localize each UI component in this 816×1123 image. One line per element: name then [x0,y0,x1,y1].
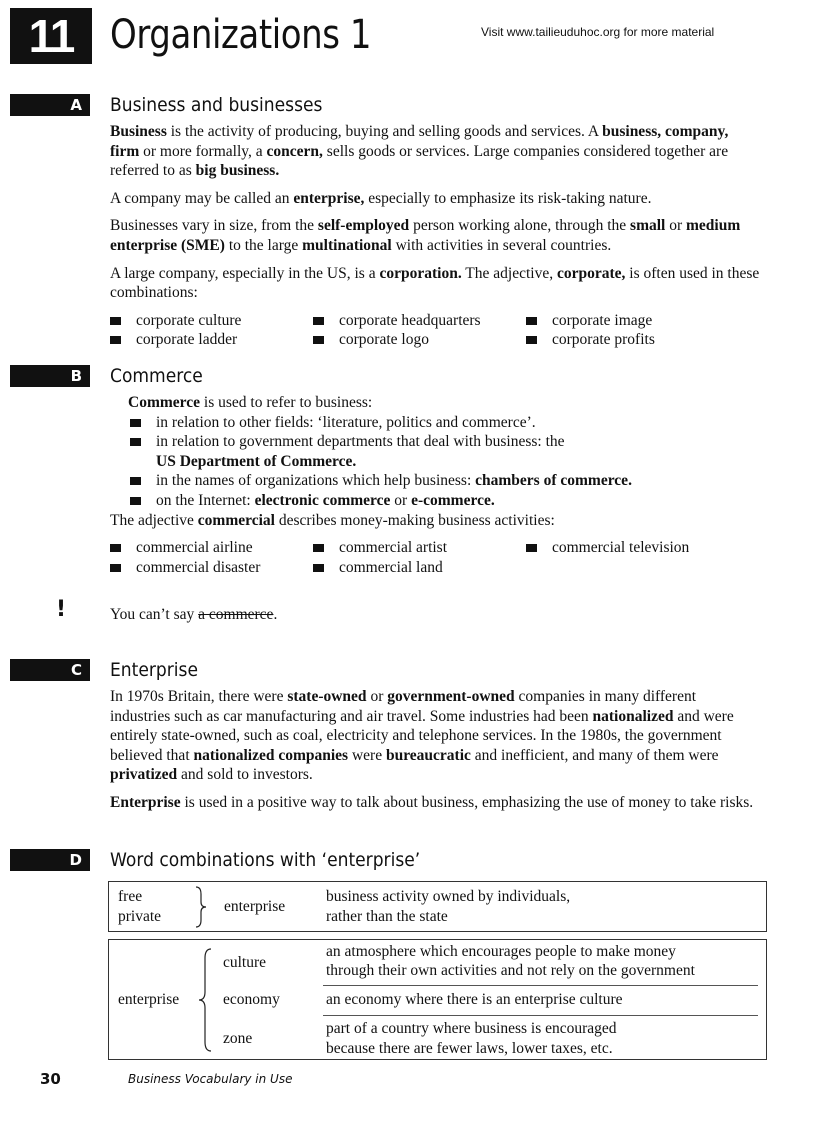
text: describes money-making business activities: [274,511,555,529]
paragraph [110,189,760,209]
list-item: commercial television [526,538,726,558]
page-footer [0,1070,816,1123]
section-d [0,849,816,1070]
paragraph-text [128,394,372,411]
section-body [110,118,760,350]
key-term: government-owned [387,688,515,705]
key-term: Business [110,123,167,140]
section-body [110,389,760,577]
list-item [110,491,760,511]
note-body [110,605,760,625]
paragraph-text [156,492,495,509]
text: person working alone, through the [409,217,631,235]
note-text: You can’t say [110,606,199,623]
text: companies in many different industries such as car manufacturing and air travel. Some industries had been [110,688,697,725]
page-number: 30 [40,1070,61,1088]
list-item: commercial land [313,558,526,578]
brace-icon [195,886,207,928]
section-a [0,94,816,365]
text: is used to refer to business: [200,394,373,411]
list-item [110,432,760,452]
text: is used in a positive way to talk about business, emphasizing the use of money to take risks. [180,793,754,811]
key-term: concern, [266,142,323,160]
term-list [110,538,760,577]
page-title: Organizations 1 [110,12,372,58]
paragraph [110,264,760,303]
key-term: enterprise, [293,189,365,207]
definition: rather than the state [326,908,448,925]
note [0,597,816,659]
text: or [366,688,388,705]
text: were [348,746,386,764]
text: The adjective, [461,264,557,282]
paragraph [110,122,760,181]
list-item: corporate profits [526,330,726,350]
paragraph [110,216,760,255]
text: sells goods or services. Large companies considered together are referred to as [110,142,729,180]
struck-text: a commerce [198,606,274,623]
section-marker: A [10,94,90,116]
key-term: corporate, [556,264,626,282]
head-word: enterprise [224,898,286,915]
definition: an economy where there is an enterprise culture [326,991,623,1008]
warning-mark: ! [56,597,67,622]
list-item: commercial artist [313,538,526,558]
head-word: enterprise [118,991,180,1008]
section-marker: B [10,365,90,387]
key-term: medium enterprise (SME) [110,217,741,254]
paragraph-text [110,190,651,207]
section-marker: C [10,659,90,681]
key-term: nationalized companies [193,746,349,764]
definition: an atmosphere which encourages people to make money [326,943,676,960]
term-list [110,311,760,350]
text: or [665,217,687,235]
text: and inefficient, and many of them were [470,746,719,764]
unit-number: 11 [10,8,92,64]
text: and were entirely state-owned, such as coal, electricity and telephone services. In the 1980s, the government believed that [110,707,734,764]
paragraph-text [156,453,356,470]
definition: because there are fewer laws, lower taxes, etc. [326,1040,613,1057]
key-term: state-owned [287,688,367,705]
definition: business activity owned by individuals, [326,888,571,905]
paragraph-text [110,688,734,783]
paragraph-text [156,472,632,489]
section-c [0,659,816,849]
definition: part of a country where business is encouraged [326,1020,617,1037]
key-term: Enterprise [110,793,181,811]
section-heading: Enterprise [110,659,198,681]
text: or more formally, a [139,142,267,160]
list-item [110,471,760,491]
text: in the names of organizations which help business: [156,472,476,490]
word-economy: economy [223,991,280,1008]
text: is often used in these combinations: [110,264,760,302]
list-item: corporate image [526,311,726,331]
key-term: commercial [197,511,275,529]
key-term: small [630,217,666,235]
text: and sold to investors. [177,766,313,784]
text: in relation to other fields: ‘literature, politics and commerce’. [156,413,536,431]
key-term: electronic commerce [254,491,391,509]
page-header [0,0,816,94]
paragraph [110,511,760,531]
book-title: Business Vocabulary in Use [128,1072,293,1086]
paragraph [110,793,760,813]
text: The adjective [110,511,198,529]
text: A large company, especially in the US, is a [110,264,380,282]
list-item: corporate culture [110,311,313,331]
paragraph-text [110,794,753,811]
key-term: Commerce [128,394,201,411]
section-marker: D [10,849,90,871]
section-heading: Word combinations with ‘enterprise’ [110,849,421,871]
key-term: bureaucratic [385,746,471,764]
list-item: commercial airline [110,538,313,558]
paragraph-text [110,512,555,529]
paragraph-text [156,433,565,450]
text: on the Internet: [156,491,255,509]
text: A company may be called an [110,189,294,207]
paragraph [110,452,760,472]
key-term: US Department of Commerce. [156,452,357,470]
key-term: chambers of commerce. [475,472,632,490]
definition: through their own activities and not rely on the government [326,962,695,979]
word-private: private [118,908,162,925]
text: in relation to government departments that deal with business: the [156,433,565,451]
note-end: . [273,606,278,623]
paragraph-text [156,414,536,431]
text: or [390,491,412,509]
word-culture: culture [223,954,267,971]
section-body [110,683,760,813]
text: is the activity of producing, buying and selling goods and services. A [166,123,603,140]
text: Businesses vary in size, from the [110,217,318,235]
paragraph-text [110,123,728,179]
key-term: company, firm [110,123,729,160]
divider [323,985,758,986]
section-heading: Business and businesses [110,94,323,116]
enterprise-table-1 [108,881,767,932]
paragraph-text [110,217,740,254]
section-b [0,365,816,605]
section-heading: Commerce [110,365,203,387]
list-item: corporate headquarters [313,311,526,331]
word-zone: zone [223,1030,253,1047]
list-item [110,413,760,433]
paragraph [110,393,760,413]
key-term: e-commerce. [411,491,495,509]
list-item: corporate logo [313,330,526,350]
brace-icon [198,948,212,1052]
list-item: corporate ladder [110,330,313,350]
key-term: privatized [110,766,178,784]
list-item: commercial disaster [110,558,313,578]
paragraph-text [110,265,759,302]
key-term: nationalized [592,707,674,725]
paragraph [110,687,760,785]
key-term: multinational [302,236,392,254]
key-term: business, [602,123,662,140]
text: especially to emphasize its risk-taking nature. [364,189,652,207]
enterprise-table-2 [108,939,767,1060]
text: to the large [224,236,303,254]
text: with activities in several countries. [391,236,612,254]
key-term: big business. [195,162,280,180]
text: In 1970s Britain, there were [110,688,288,705]
watermark-link[interactable]: Visit www.tailieuduhoc.org for more material [481,25,715,39]
divider [323,1015,758,1016]
word-free: free [118,888,143,905]
key-term: corporation. [379,264,462,282]
key-term: self-employed [317,217,410,235]
